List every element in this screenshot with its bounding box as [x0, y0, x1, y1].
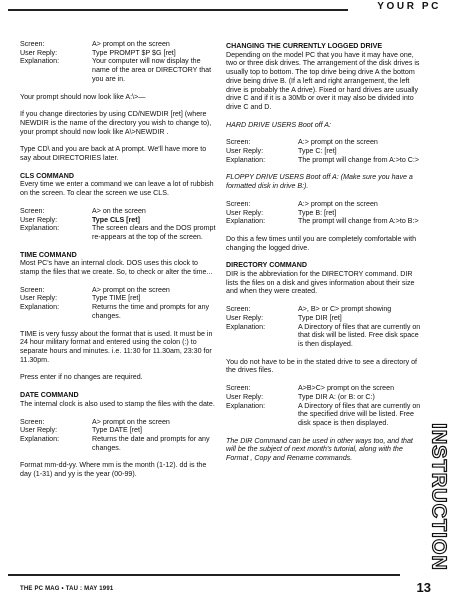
value-screen: A> prompt on the screen: [92, 417, 170, 426]
prompt-block: [20, 40, 218, 84]
label-screen: Screen:: [226, 305, 251, 314]
label-user-reply: User Reply:: [226, 208, 264, 217]
section-tab: [425, 417, 451, 577]
label-user-reply: User Reply:: [20, 48, 58, 57]
value-screen: A>B>C> prompt on the screen: [298, 384, 395, 393]
label-explanation: Explanation:: [20, 434, 60, 443]
paragraph: Every time we enter a command we can leave a lot of rubbish on the screen. To clear the screen we use CLS.: [20, 180, 214, 198]
value-screen: A> prompt on the screen: [92, 40, 170, 48]
label-screen: Screen:: [226, 199, 251, 208]
paragraph: Format mm-dd-yy. Where mm is the month (1-12). dd is the day (1-31) and yy is the year (00-99).: [20, 461, 207, 479]
value-screen: A:> prompt on the screen: [298, 199, 378, 208]
value-screen: A> on the screen: [92, 206, 146, 215]
floppy-drive-block: [226, 200, 422, 226]
value-user-reply: Type DATE [ret]: [92, 426, 142, 435]
value-screen: A> prompt on the screen: [92, 285, 170, 294]
paragraph: Press enter if no changes are required.: [20, 373, 143, 382]
label-explanation: Explanation:: [226, 217, 266, 226]
paragraph: TIME is very fussy about the format that is used. It must be in 24 hour military format and entered using the colon (:) to separate hours and minutes. i.e. 11:30 for 11.30am, 23:30 for 11.30pm.: [20, 329, 213, 364]
footer-magazine: THE PC MAG • TAU : MAY 1991: [20, 586, 114, 592]
value-explanation: Your computer will now display the name of the area or DIRECTORY that you are in.: [92, 57, 212, 83]
closing-note: The DIR Command can be used in other ways too, and that will be the subject of next month's tutorial, along with the Format , Copy and Rename commands.: [226, 436, 413, 463]
label-screen: Screen:: [20, 206, 45, 215]
label-user-reply: User Reply:: [20, 215, 58, 224]
time-block: [20, 286, 218, 321]
left-column: [20, 40, 218, 479]
label-screen: Screen:: [20, 285, 45, 294]
section-heading: CLS COMMAND: [20, 171, 74, 180]
label-screen: Screen:: [20, 417, 45, 426]
paragraph: Depending on the model PC that you have it may have one, two or three disk drives. The arrangement of the disk drives is usually top to bottom. The top drive being drive A the bottom drive being drive B. (If a left and right arrangement, the left drive is probably the A drive). Fixed or hard drives are usually drive C and if it is a 30Mb or over it may also be divided into drive C and D.: [226, 50, 420, 111]
value-screen: A:> prompt on the screen: [298, 138, 378, 147]
section-header: YOUR PC: [377, 1, 441, 12]
header-rule: [8, 9, 348, 11]
right-column: [226, 42, 422, 463]
paragraph: The internal clock is also used to stamp the files with the date.: [20, 399, 215, 408]
paragraph: Most PC's have an internal clock. DOS uses this clock to stamp the files that we create. So, to check or alter the time...: [20, 259, 213, 277]
value-user-reply: Type CLS [ret]: [92, 215, 140, 224]
dir-drive-block: [226, 384, 422, 428]
section-heading: DATE COMMAND: [20, 391, 79, 400]
label-user-reply: User Reply:: [20, 294, 58, 303]
label-explanation: Explanation:: [226, 322, 266, 331]
footer-rule: [8, 574, 400, 576]
label-explanation: Explanation:: [20, 224, 60, 233]
section-heading: CHANGING THE CURRENTLY LOGGED DRIVE: [226, 42, 383, 50]
value-explanation: A Directory of files that are currently on that disk will be listed. Free disk space is then displayed.: [298, 322, 421, 348]
value-explanation: Returns the date and prompts for any changes.: [92, 434, 210, 452]
label-explanation: Explanation:: [226, 155, 266, 164]
value-user-reply: Type PROMPT $P $G [ret]: [92, 48, 176, 57]
value-screen: A>, B> or C> prompt showing: [298, 305, 392, 314]
label-screen: Screen:: [20, 40, 45, 48]
label-explanation: Explanation:: [20, 303, 60, 312]
paragraph: Type CD\ and you are back at A prompt. We'll have more to say about DIRECTORIES later.: [20, 145, 207, 163]
label-screen: Screen:: [226, 384, 251, 393]
value-user-reply: Type B: [ret]: [298, 208, 337, 217]
label-user-reply: User Reply:: [20, 426, 58, 435]
paragraph: Your prompt should now look like A:\>—: [20, 92, 146, 101]
hard-drive-block: [226, 138, 422, 164]
value-user-reply: Type TIME [ret]: [92, 294, 141, 303]
value-user-reply: Type C: [ret]: [298, 147, 337, 156]
value-explanation: The prompt will change from A:>to C:>: [298, 155, 420, 164]
section-heading: TIME COMMAND: [20, 250, 77, 259]
dir-block: [226, 305, 422, 349]
italic-subheading: HARD DRIVE USERS Boot off A:: [226, 120, 331, 129]
section-tab-label: INSTRUCTION: [427, 423, 450, 571]
page-number: 13: [416, 580, 431, 595]
value-explanation: The screen clears and the DOS prompt re-appears at the top of the screen.: [92, 224, 216, 241]
paragraph: You do not have to be in the stated drive to see a directory of the drives files.: [226, 357, 418, 375]
label-user-reply: User Reply:: [226, 147, 264, 156]
value-explanation: The prompt will change from A:>to B:>: [298, 217, 419, 226]
paragraph: Do this a few times until you are completely comfortable with changing the logged drive.: [226, 234, 417, 252]
value-user-reply: Type DIR A: (or B: or C:): [298, 392, 375, 401]
italic-subheading: FLOPPY DRIVE USERS Boot off A: (Make sure you have a formatted disk in drive B:).: [226, 173, 413, 191]
label-explanation: Explanation:: [20, 57, 60, 66]
value-explanation: Returns the time and prompts for any changes.: [92, 303, 210, 320]
paragraph: DIR is the abbreviation for the DIRECTORY command. DIR lists the files on a disk and gives information about their size and when they were created.: [226, 270, 415, 296]
date-block: [20, 418, 218, 453]
section-heading: DIRECTORY COMMAND: [226, 261, 308, 270]
value-explanation: A Directory of files that are currently on the specified drive will be listed. Free disk space is then displayed.: [298, 401, 421, 427]
cls-block: [20, 207, 218, 242]
label-explanation: Explanation:: [226, 401, 266, 410]
label-screen: Screen:: [226, 138, 251, 147]
value-user-reply: Type DIR [ret]: [298, 313, 342, 322]
label-user-reply: User Reply:: [226, 392, 264, 401]
paragraph: If you change directories by using CD/NEWDIR [ret] (where NEWDIR is the name of the directory you wish to change to), your prompt should now look like A\>NEWDIR .: [20, 110, 212, 136]
label-user-reply: User Reply:: [226, 313, 264, 322]
